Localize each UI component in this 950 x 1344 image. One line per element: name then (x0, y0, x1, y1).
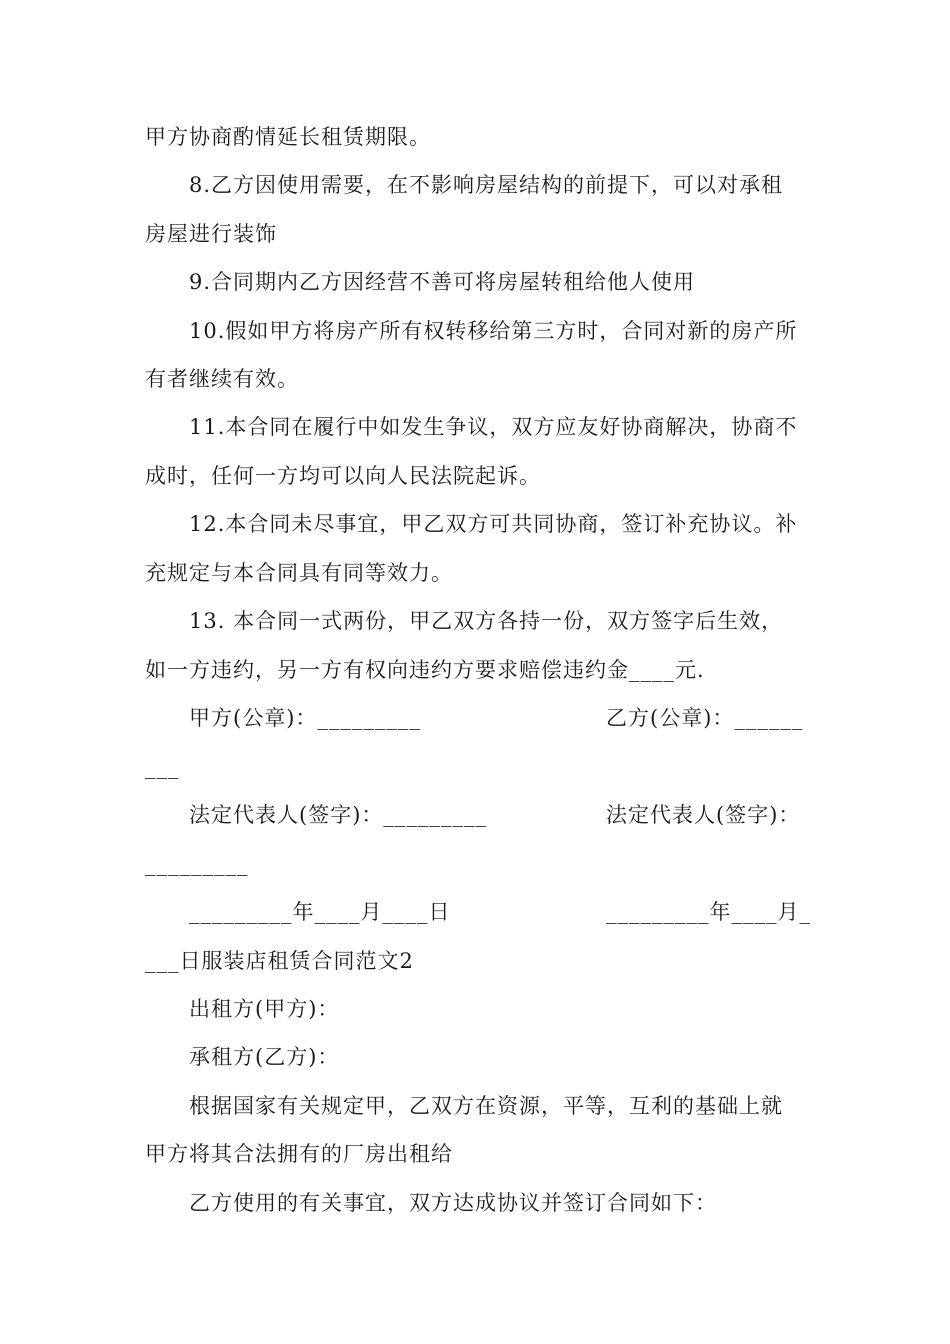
party-b-date-continuation-and-title: ___日服装店租赁合同范文2 (145, 949, 414, 973)
clause-9-line: 9.合同期内乙方因经营不善可将房屋转租给他人使用 (189, 270, 696, 294)
party-b-date-field: _________年____月_ (606, 900, 811, 924)
clause-13-continuation: 如一方违约，另一方有权向违约方要求赔偿违约金____元. (145, 658, 705, 682)
paragraph-line: 甲方协商酌情延长租赁期限。 (145, 125, 431, 149)
party-b-seal-field-continuation: ___ (145, 755, 180, 779)
intro-continuation: 甲方将其合法拥有的厂房出租给 (145, 1142, 453, 1166)
intro-agreement-line: 乙方使用的有关事宜，双方达成协议并签订合同如下： (189, 1191, 717, 1215)
lessee-label: 承租方(乙方)： (189, 1045, 340, 1069)
clause-10-continuation: 有者继续有效。 (145, 367, 299, 391)
clause-13-line: 13. 本合同一式两份，甲乙双方各持一份，双方签字后生效， (189, 609, 784, 633)
intro-line: 根据国家有关规定甲，乙双方在资源，平等，互利的基础上就 (189, 1094, 783, 1118)
party-b-representative-field: 法定代表人(签字)： (606, 803, 801, 827)
clause-11-line: 11.本合同在履行中如发生争议，双方应友好协商解决，协商不 (189, 415, 798, 439)
clause-12-continuation: 充规定与本合同具有同等效力。 (145, 561, 453, 585)
clause-10-line: 10.假如甲方将房产所有权转移给第三方时，合同对新的房产所 (189, 319, 798, 343)
clause-8-line: 8.乙方因使用需要，在不影响房屋结构的前提下，可以对承租 (189, 173, 784, 197)
party-b-seal-field: 乙方(公章)：______ (606, 706, 804, 730)
clause-11-continuation: 成时，任何一方均可以向人民法院起诉。 (145, 464, 541, 488)
clause-8-continuation: 房屋进行装饰 (145, 222, 277, 246)
clause-12-line: 12.本合同未尽事宜，甲乙双方可共同协商，签订补充协议。补 (189, 512, 798, 536)
lessor-label: 出租方(甲方)： (189, 997, 340, 1021)
party-a-seal-field: 甲方(公章)：_________ (189, 706, 421, 730)
party-a-date-field: _________年____月____日 (189, 900, 451, 924)
party-b-representative-continuation: _________ (145, 852, 249, 876)
party-a-representative-field: 法定代表人(签字)：_________ (189, 803, 487, 827)
